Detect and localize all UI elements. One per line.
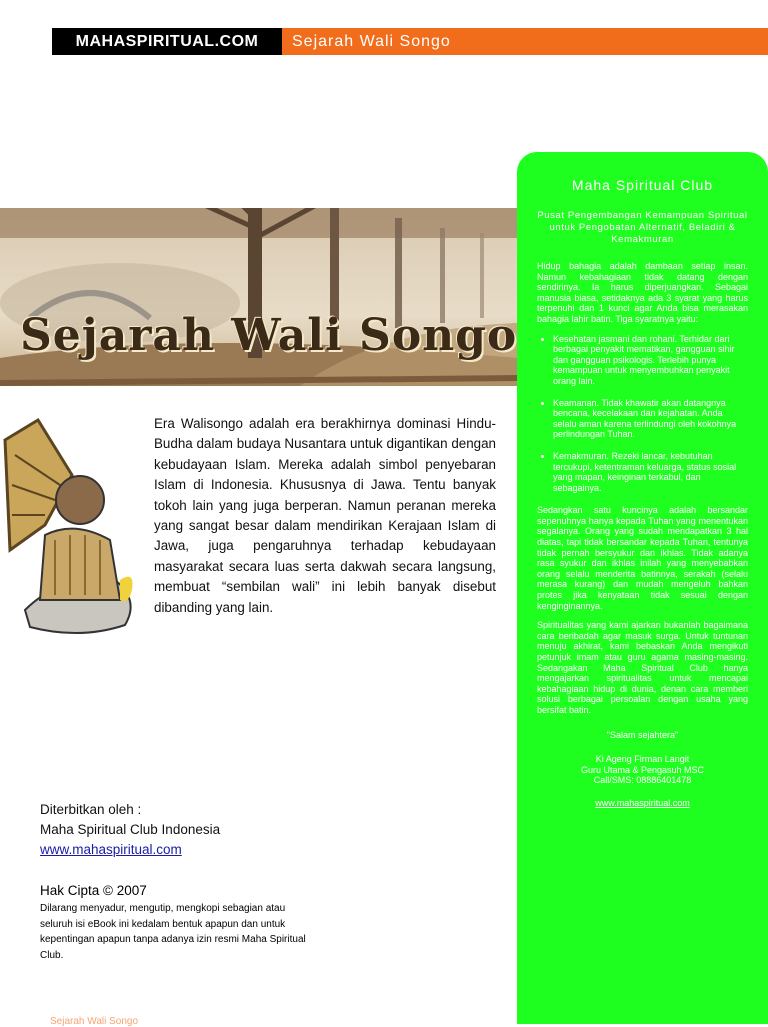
sidebar-list-item: • Kemakmuran. Rezeki lancar, kebutuhan tercukupi, ketentraman keluarga, status sosial yang mapan, keinginan terkabul, dan sebagainya.: [553, 451, 748, 493]
sidebar-paragraph: Spiritualitas yang kami ajarkan bukanlah bagaimana cara beribadah agar masuk surga. Untuk tuntunan menuju akhirat, kami bebaskan Anda mengikuti petunjuk imam atau guru agama masing-masing. Sedangakan Maha Spiritual Club hanya mengajarkan spiritualitas untuk mencapai kebahagiaan hidup di dunia, denan cara memberi solusi berbagai persoalan dengan usaha yang bersifat batin.: [537, 620, 748, 715]
signature-contact: Call/SMS: 08886401478: [593, 775, 692, 786]
sidebar-list-item: • Keamanan. Tidak khawatir akan datangnya bencana, kecelakaan dan kejahatan. Anda selalu aman karena terlindungi oleh kokohnya perlindungan Tuhan.: [553, 398, 748, 440]
sidebar-body: [537, 261, 748, 818]
publisher-link[interactable]: www.mahaspiritual.com: [40, 842, 182, 857]
banner-image: [0, 208, 517, 386]
intro-paragraph: Era Walisongo adalah era berakhirnya dominasi Hindu-Budha dalam budaya Nusantara untuk digantikan dengan kebudayaan Islam. Mereka adalah simbol penyebaran Islam di Indonesia. Khususnya di Jawa. Tentu banyak tokoh lain yang juga berperan. Namun peranan mereka yang sangat besar dalam mendirikan Kerajaan Islam di Jawa, juga pengaruhnya terhadap kebudayaan masyarakat secara luas serta dakwah secara langsung, membuat “sembilan wali” ini lebih banyak disebut dibanding yang lain.: [154, 416, 496, 615]
sidebar-subtitle: Pusat Pengembangan Kemampuan Spiritual untuk Pengobatan Alternatif, Beladiri & Kemakmuran: [537, 210, 748, 245]
document-title-bar: Sejarah Wali Songo: [282, 28, 768, 55]
footer-text: Sejarah Wali Songo: [50, 1016, 139, 1027]
wayang-illustration: [0, 415, 150, 635]
sidebar-link[interactable]: www.mahaspiritual.com: [595, 797, 690, 808]
copyright-text: Dilarang menyadur, mengutip, mengkopi sebagian atau seluruh isi eBook ini kedalam bentuk apapun dan untuk kepentingan apapun tanpa adanya izin resmi Maha Spiritual Club.: [40, 903, 306, 961]
publisher-label: Diterbitkan oleh :: [40, 802, 142, 817]
sidebar-paragraph: Sedangkan satu kuncinya adalah bersandar sepenuhnya hanya kepada Tuhan yang menentukan segalanya. Orang yang sudah mendapatkan 3 hal diatas, tapi tidak bersandar kepada Tuhan, tentunya tidak pernah bersyukur dan ikhlas. Tidak adanya rasa syukur dan ikhlas inilah yang menyebabkan orang selalu menderita batinnya, serakah (selalu merasa kurang) dan mudah mengeluh bahkan protes jika kenyataan tidak sesuai dengan kenginginannya.: [537, 505, 748, 611]
copyright-title: Hak Cipta © 2007: [40, 883, 147, 898]
copyright-block: [40, 883, 310, 963]
publisher-name: Maha Spiritual Club Indonesia: [40, 822, 221, 837]
sidebar-greeting: "Salam sejahtera": [606, 729, 679, 740]
sidebar-list-item: • Kesehatan jasmani dan rohani. Terhidar dari berbagai penyakit mematikan, gangguan sihir dan gangguan psikologis. Terlebih punya kemampuan untuk menyembuhkan penyakit orang lain.: [553, 334, 748, 387]
sidebar-list: [537, 334, 748, 494]
sidebar-signature: [537, 754, 748, 786]
sidebar-title: Maha Spiritual Club: [571, 177, 714, 193]
sidebar-intro: Hidup bahagia adalah dambaan setiap insan. Namun kebahagiaan tidak datang dengan sendirinya. Ia harus diperjuangkan. Sebagai manusia biasa, setidaknya ada 3 syarat yang harus terpenuhi dan 1 kunci agar Anda bisa merasakan bahagia lahir batin. Tiga syaratnya yaitu:: [537, 261, 748, 324]
signature-role: Guru Utama & Pengasuh MSC: [580, 764, 705, 775]
signature-name: Ki Ageng Firman Langit: [595, 754, 690, 765]
site-name-label: MAHASPIRITUAL.COM: [52, 28, 282, 55]
sidebar-panel: [517, 152, 768, 1024]
publisher-block: [40, 800, 320, 860]
banner-title: Sejarah Wali Songo: [20, 310, 517, 361]
